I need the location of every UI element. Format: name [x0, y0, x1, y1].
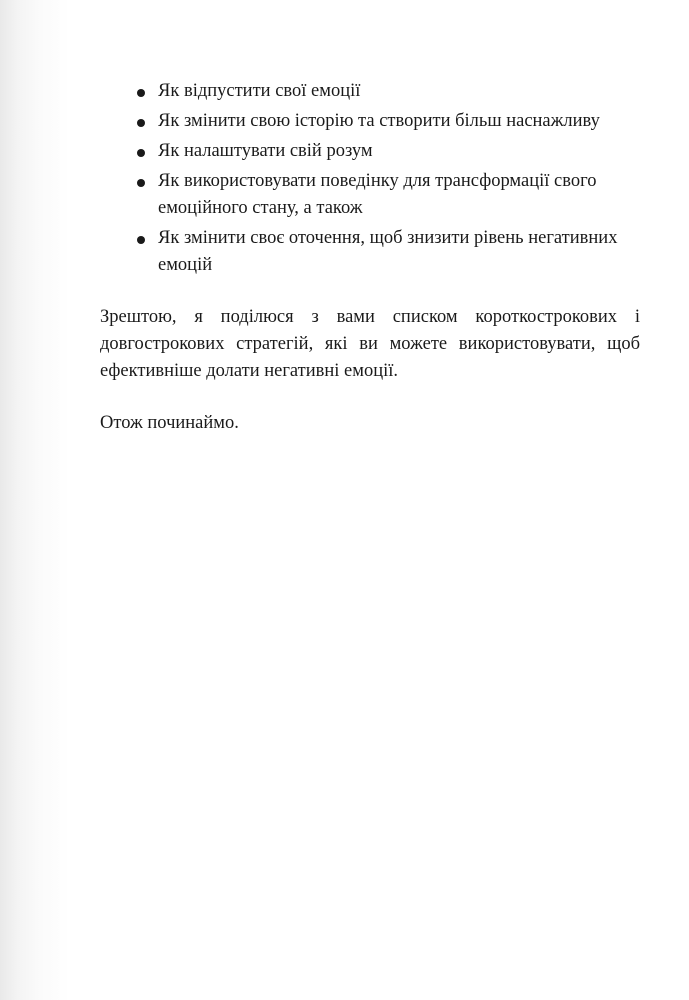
list-item-text: Як налаштувати свій розум — [158, 141, 373, 161]
bullet-list — [100, 78, 640, 279]
strategies-paragraph: Зрештою, я поділюся з вами списком короткострокових і довгострокових стратегій, які ви можете використовувати, щоб ефективніше долати негативні емоції. — [100, 307, 640, 381]
bullet-icon — [137, 149, 145, 157]
bullet-icon — [137, 89, 145, 97]
list-item — [100, 225, 640, 279]
page-content — [100, 78, 640, 437]
list-item-text: Як використовувати поведінку для трансформації свого емоційного стану, а також — [158, 171, 597, 218]
list-item — [100, 138, 640, 165]
list-item — [100, 78, 640, 105]
list-item-text: Як відпустити свої емоції — [158, 81, 361, 101]
list-item-text: Як змінити своє оточення, щоб знизити рівень негативних емоцій — [158, 228, 618, 275]
bullet-icon — [137, 119, 145, 127]
list-item — [100, 168, 640, 222]
bullet-icon — [137, 179, 145, 187]
bullet-icon — [137, 236, 145, 244]
closing-paragraph: Отож починаймо. — [100, 413, 239, 433]
list-item — [100, 108, 640, 135]
list-item-text: Як змінити свою історію та створити більш наснажливу — [158, 111, 600, 131]
